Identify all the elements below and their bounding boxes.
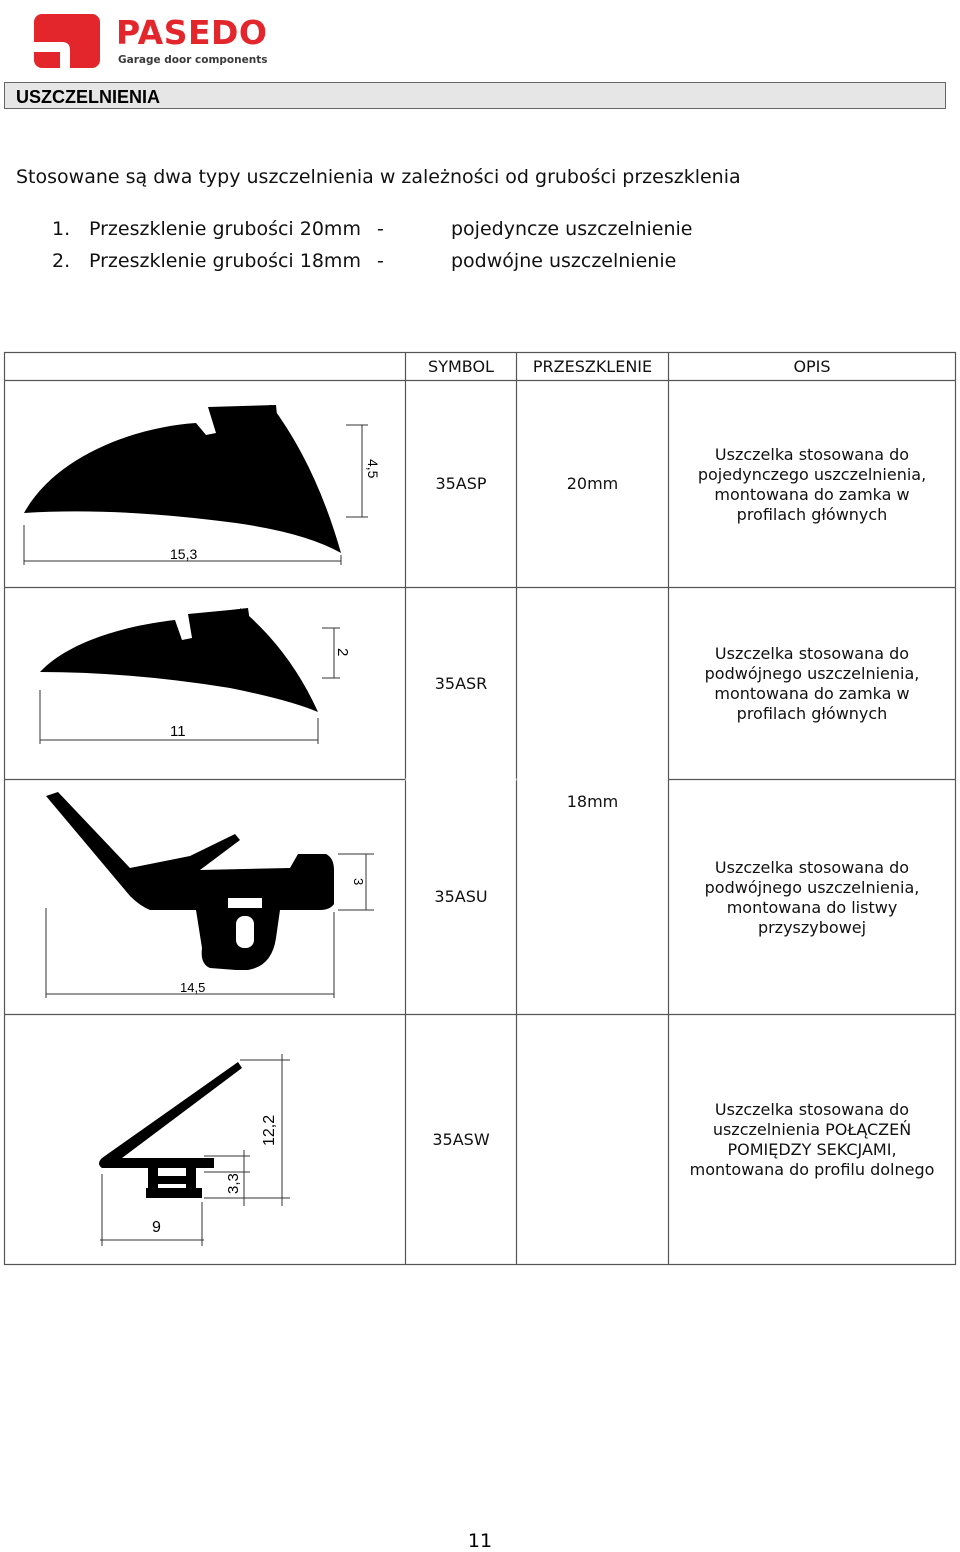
dim-height-label: 3 [351, 878, 366, 886]
symbol-cell: 35ASR [434, 674, 488, 693]
symbol-cell: 35ASW [432, 1130, 490, 1149]
description-line: przyszybowej [757, 918, 867, 937]
description-line: Uszczelka stosowana do [714, 445, 910, 464]
description-line: Uszczelka stosowana do [714, 644, 910, 663]
description-line: montowana do zamka w [714, 684, 910, 703]
symbol-cell: 35ASU [434, 887, 488, 906]
description-line: montowana do profilu dolnego [689, 1160, 935, 1179]
seal-35asp-diagram [16, 395, 386, 575]
description-line: montowana do listwy [726, 898, 898, 917]
seal-35asr-diagram [30, 600, 370, 760]
dim-base-label: 3,3 [225, 1173, 242, 1194]
description-line: Uszczelka stosowana do [714, 858, 910, 877]
description-line: podwójnego uszczelnienia, [704, 878, 920, 897]
header-glazing: PRZESZKLENIE [532, 357, 653, 376]
description-line: podwójnego uszczelnienia, [704, 664, 920, 683]
list-item-number: 1. [52, 218, 71, 240]
dim-height-label: 4,5 [365, 459, 381, 479]
logo-name: PASEDO [116, 13, 268, 52]
description-cell [670, 445, 954, 525]
description-line: montowana do zamka w [714, 485, 910, 504]
header-symbol: SYMBOL [428, 357, 494, 376]
list-item-label: Przeszklenie grubości 20mm [89, 218, 361, 240]
dim-width-label: 11 [170, 723, 186, 740]
dim-width-label: 9 [152, 1219, 161, 1236]
list-item-dash: - [377, 250, 384, 272]
description-line: POMIĘDZY SEKCJAMI, [727, 1140, 897, 1159]
glazing-cell: 20mm [566, 474, 619, 493]
list-item-label: Przeszklenie grubości 18mm [89, 250, 361, 272]
description-cell [670, 644, 954, 724]
glazing-cell: 18mm [566, 792, 619, 811]
description-line: Uszczelka stosowana do [714, 1100, 910, 1119]
dim-width-label: 14,5 [180, 980, 206, 995]
section-title: USZCZELNIENIA [16, 87, 160, 107]
dim-height-label: 2 [334, 648, 351, 657]
symbol-cell: 35ASP [435, 474, 487, 493]
seal-35asw-diagram [90, 1050, 310, 1250]
dim-height-label: 12,2 [261, 1114, 278, 1146]
description-cell [670, 858, 954, 938]
header-description: OPIS [793, 357, 831, 376]
description-line: profilach głównych [736, 505, 888, 524]
intro-text: Stosowane są dwa typy uszczelnienia w zależności od grubości przeszklenia [16, 166, 741, 188]
description-cell [670, 1100, 954, 1180]
dim-width-label: 15,3 [170, 546, 198, 562]
list-item-value: pojedyncze uszczelnienie [451, 218, 693, 240]
seal-35asu-diagram [30, 788, 390, 1008]
description-line: uszczelnienia POŁĄCZEŃ [712, 1120, 912, 1139]
page-number: 11 [467, 1530, 493, 1552]
list-item-number: 2. [52, 250, 71, 272]
list-item-value: podwójne uszczelnienie [451, 250, 677, 272]
logo-tagline: Garage door components [118, 54, 268, 66]
description-line: pojedynczego uszczelnienia, [697, 465, 927, 484]
list-item-dash: - [377, 218, 384, 240]
description-line: profilach głównych [736, 704, 888, 723]
